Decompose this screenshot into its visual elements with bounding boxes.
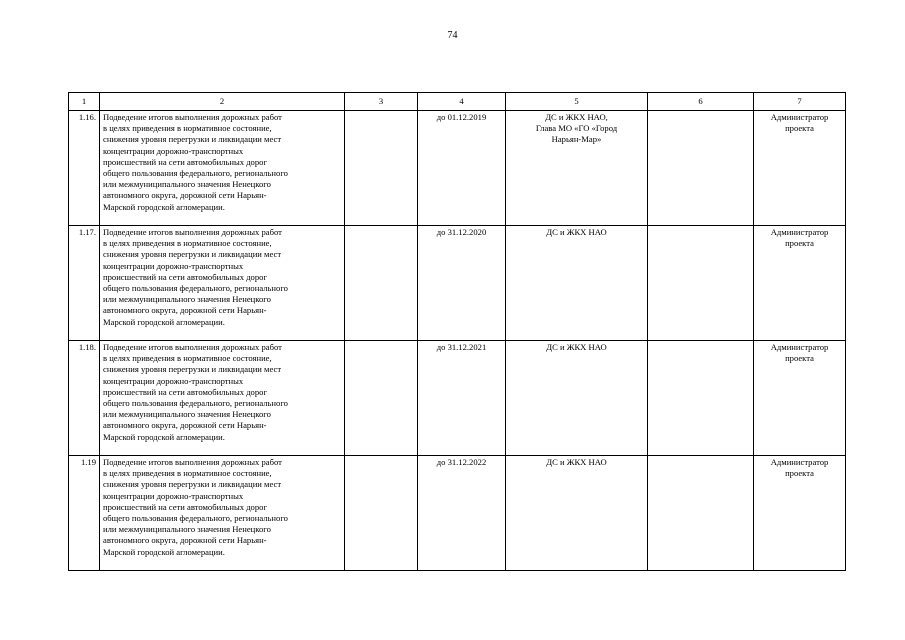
row-number: 1.19 xyxy=(69,456,100,571)
role-line: проекта xyxy=(785,238,814,249)
responsible-line: ДС и ЖКХ НАО xyxy=(546,227,607,237)
table-row xyxy=(69,456,846,571)
description-line: снижения уровня перегрузки и ликвидации мест xyxy=(103,479,282,490)
description-line: общего пользования федерального, регионального xyxy=(103,398,288,409)
responsible-line: ДС и ЖКХ НАО xyxy=(546,457,607,467)
description-line: автономного округа, дорожной сети Нарьян- xyxy=(103,190,267,201)
description-line: или межмуниципального значения Ненецкого xyxy=(103,179,271,190)
role-line: Администратор xyxy=(770,112,829,122)
role-cell xyxy=(754,111,846,226)
description-line: Марской городской агломерации. xyxy=(103,201,225,212)
description-line: снижения уровня перегрузки и ликвидации мест xyxy=(103,134,282,145)
description-line: Марской городской агломерации. xyxy=(103,546,225,557)
description-line: происшествий на сети автомобильных дорог xyxy=(103,501,267,512)
description-line: или межмуниципального значения Ненецкого xyxy=(103,294,271,305)
description-line: Марской городской агломерации. xyxy=(103,431,225,442)
task-description xyxy=(100,111,345,226)
page-number: 74 xyxy=(447,30,458,41)
responsible-party xyxy=(506,226,648,341)
description-line: снижения уровня перегрузки и ликвидации мест xyxy=(103,249,282,260)
role-line: Администратор xyxy=(770,342,829,352)
responsible-party xyxy=(506,341,648,456)
deadline-date: до 31.12.2020 xyxy=(418,226,506,341)
description-line: происшествий на сети автомобильных дорог xyxy=(103,271,267,282)
header-cell: 3 xyxy=(345,93,418,111)
description-line: Подведение итогов выполнения дорожных работ xyxy=(103,227,282,237)
description-line: концентрации дорожно-транспортных xyxy=(103,375,244,386)
role-cell xyxy=(754,456,846,571)
responsible-party xyxy=(506,456,648,571)
responsible-line: Нарьян-Мар» xyxy=(551,134,602,145)
responsible-party xyxy=(506,111,648,226)
row-number: 1.16. xyxy=(69,111,100,226)
table-row xyxy=(69,226,846,341)
header-cell: 1 xyxy=(69,93,100,111)
deadline-date: до 31.12.2022 xyxy=(418,456,506,571)
description-line: в целях приведения в нормативное состояние, xyxy=(103,353,272,364)
description-line: или межмуниципального значения Ненецкого xyxy=(103,409,271,420)
description-line: автономного округа, дорожной сети Нарьян- xyxy=(103,535,267,546)
header-cell: 7 xyxy=(754,93,846,111)
role-line: проекта xyxy=(785,353,814,364)
description-line: Подведение итогов выполнения дорожных работ xyxy=(103,342,282,352)
header-cell: 4 xyxy=(418,93,506,111)
role-line: Администратор xyxy=(770,457,829,467)
role-line: проекта xyxy=(785,468,814,479)
role-cell xyxy=(754,341,846,456)
description-line: происшествий на сети автомобильных дорог xyxy=(103,386,267,397)
description-line: в целях приведения в нормативное состояние, xyxy=(103,123,272,134)
description-line: снижения уровня перегрузки и ликвидации мест xyxy=(103,364,282,375)
role-line: проекта xyxy=(785,123,814,134)
description-line: Подведение итогов выполнения дорожных работ xyxy=(103,457,282,467)
schedule-table xyxy=(68,92,846,571)
column-3-cell xyxy=(345,111,418,226)
task-description xyxy=(100,456,345,571)
column-3-cell xyxy=(345,226,418,341)
column-6-cell xyxy=(648,456,754,571)
table-row xyxy=(69,341,846,456)
description-line: концентрации дорожно-транспортных xyxy=(103,260,244,271)
column-6-cell xyxy=(648,341,754,456)
responsible-line: Глава МО «ГО «Город xyxy=(535,123,618,134)
column-3-cell xyxy=(345,456,418,571)
header-cell: 6 xyxy=(648,93,754,111)
row-number: 1.17. xyxy=(69,226,100,341)
deadline-date: до 01.12.2019 xyxy=(418,111,506,226)
header-row xyxy=(69,93,846,111)
column-6-cell xyxy=(648,226,754,341)
role-line: Администратор xyxy=(770,227,829,237)
responsible-line: ДС и ЖКХ НАО xyxy=(546,342,607,352)
task-description xyxy=(100,226,345,341)
description-line: концентрации дорожно-транспортных xyxy=(103,145,244,156)
description-line: общего пользования федерального, регионального xyxy=(103,283,288,294)
description-line: общего пользования федерального, регионального xyxy=(103,168,288,179)
description-line: автономного округа, дорожной сети Нарьян- xyxy=(103,420,267,431)
description-line: Подведение итогов выполнения дорожных работ xyxy=(103,112,282,122)
description-line: общего пользования федерального, регионального xyxy=(103,513,288,524)
table-row xyxy=(69,111,846,226)
responsible-line: ДС и ЖКХ НАО, xyxy=(545,112,608,122)
description-line: происшествий на сети автомобильных дорог xyxy=(103,156,267,167)
description-line: в целях приведения в нормативное состояние, xyxy=(103,238,272,249)
description-line: автономного округа, дорожной сети Нарьян- xyxy=(103,305,267,316)
description-line: в целях приведения в нормативное состояние, xyxy=(103,468,272,479)
description-line: концентрации дорожно-транспортных xyxy=(103,490,244,501)
column-3-cell xyxy=(345,341,418,456)
deadline-date: до 31.12.2021 xyxy=(418,341,506,456)
description-line: Марской городской агломерации. xyxy=(103,316,225,327)
header-cell: 2 xyxy=(100,93,345,111)
row-number: 1.18. xyxy=(69,341,100,456)
column-6-cell xyxy=(648,111,754,226)
table-body xyxy=(69,111,846,571)
header-cell: 5 xyxy=(506,93,648,111)
description-line: или межмуниципального значения Ненецкого xyxy=(103,524,271,535)
task-description xyxy=(100,341,345,456)
role-cell xyxy=(754,226,846,341)
